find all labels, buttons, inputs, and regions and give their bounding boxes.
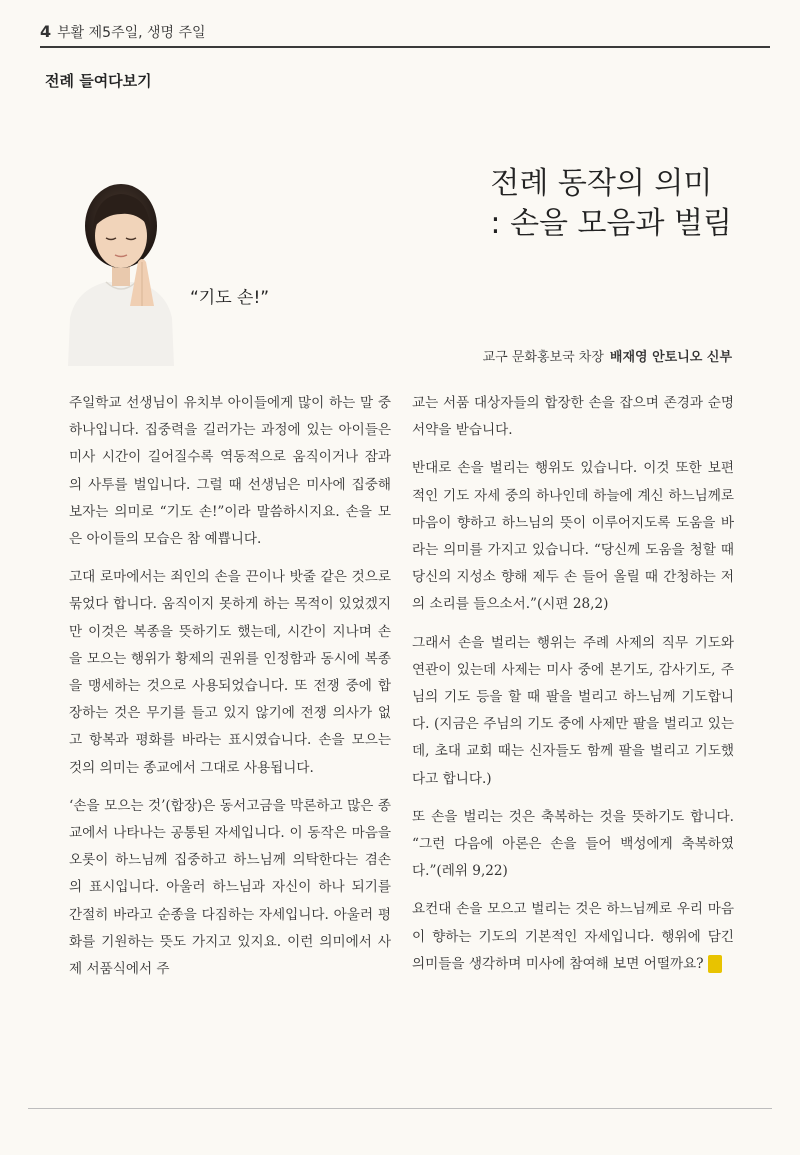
section-label: 전례 들여다보기 [45, 72, 152, 90]
paragraph: 교는 서품 대상자들의 합장한 손을 잡으며 존경과 순명 서약을 받습니다. [412, 395, 734, 439]
praying-child-photo [66, 178, 176, 366]
footer-rule [28, 1108, 772, 1109]
paragraph: 또 손을 벌리는 것은 축복하는 것을 뜻하기도 합니다. “그런 다음에 아론은 손을 들어 백성에게 축복하였다.”(레위 9,22) [412, 808, 734, 880]
paragraph: ‘손을 모으는 것’(합장)은 동서고금을 막론하고 많은 종교에서 나타나는 공통된 자세입니다. 이 동작은 마음을 오롯이 하느님께 집중하고 하느님께 의탁한다는 겸손의 표시입니다. 아울러 하느님과 자신이 하나 되기를 간절히 바라고 순종을 다짐하는 자세입니다. 아울러 평화를 기원하는 뜻도 가지고 있지요. 이런 의미에서 사제 서품식에서 주 [69, 797, 391, 978]
paragraph-text: 요컨대 손을 모으고 벌리는 것은 하느님께로 우리 마음이 향하는 기도의 기본적인 자세입니다. 행위에 담긴 의미들을 생각하며 미사에 참여해 보면 어떨까요? [412, 901, 734, 972]
end-mark-icon [708, 955, 722, 973]
paragraph: 반대로 손을 벌리는 행위도 있습니다. 이것 또한 보편적인 기도 자세 중의 하나인데 하늘에 계신 하느님께로 마음이 향하고 하느님의 뜻이 이루어지도록 도움을 바라는 의미를 가지고 있습니다. “당신께 도움을 청할 때 당신의 지성소 향해 제두 손 들어 올릴 때 간청하는 저의 소리를 들으소서.”(시편 28,2) [412, 460, 734, 613]
article-title-line-1: 전례 동작의 의미 [490, 166, 713, 201]
paragraph: 고대 로마에서는 죄인의 손을 끈이나 밧줄 같은 것으로 묶었다 합니다. 움직이지 못하게 하는 목적이 있었겠지만 이것은 복종을 뜻하기도 했는데, 시간이 지나며 손을 모으는 행위가 황제의 권위를 인정함과 동시에 복종을 맹세하는 것으로 사용되었습니다. 또 전쟁 중에 합장하는 것은 무기를 들고 있지 않기에 전쟁 의사가 없고 항복과 평화를 바라는 표시였습니다. 손을 모으는 것의 의미는 종교에서 그대로 사용됩니다. [69, 569, 391, 776]
photo-caption: “기도 손!” [190, 288, 270, 308]
paragraph: 주일학교 선생님이 유치부 아이들에게 많이 하는 말 중 하나입니다. 집중력을 길러가는 과정에 있는 아이들은 미사 시간이 길어질수록 역동적으로 움직이거나 잠과의 사투를 벌입니다. 그럴 때 선생님은 미사에 집중해 보자는 의미로 “기도 손!”이라 말씀하시지요. 손을 모은 아이들의 모습은 참 예쁩니다. [69, 395, 391, 548]
final-paragraph [412, 896, 734, 978]
paragraph: 그래서 손을 벌리는 행위는 주례 사제의 직무 기도와 연관이 있는데 사제는 미사 중에 본기도, 감사기도, 주님의 기도 등을 할 때 팔을 벌리고 하느님께 기도합니다. (지금은 주님의 기도 중에 사제만 팔을 벌리고 있는데, 초대 교회 때는 신자들도 함께 팔을 벌리고 기도했다고 합니다.) [412, 634, 734, 787]
article-title-line-2: : 손을 모음과 벌림 [490, 206, 732, 241]
left-column [69, 390, 391, 994]
right-column [412, 390, 734, 989]
article-title [490, 164, 732, 244]
author-role: 교구 문화홍보국 차장 [482, 350, 604, 365]
header-title: 부활 제5주일, 생명 주일 [57, 25, 206, 41]
author-name: 배재영 안토니오 신부 [609, 350, 732, 365]
author-byline [483, 346, 732, 365]
page-number: 4 [40, 22, 52, 41]
page-header [40, 22, 770, 48]
